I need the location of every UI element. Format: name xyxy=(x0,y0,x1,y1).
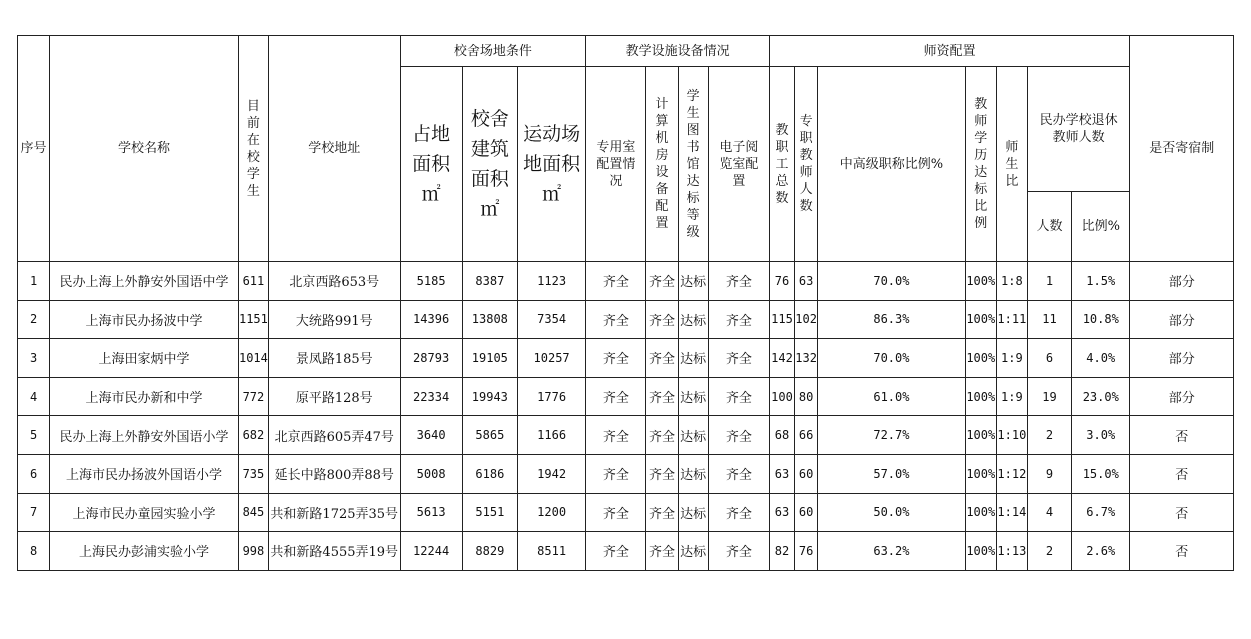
cell-seq: 1 xyxy=(18,262,50,301)
cell-building: 19105 xyxy=(462,339,517,378)
cell-reading: 齐全 xyxy=(708,532,769,571)
header-special-room: 专用室配置情况 xyxy=(586,67,646,262)
cell-seq: 3 xyxy=(18,339,50,378)
cell-edu: 100% xyxy=(965,493,996,532)
cell-land: 12244 xyxy=(400,532,462,571)
cell-ret-count: 2 xyxy=(1027,532,1071,571)
cell-staff: 82 xyxy=(769,532,794,571)
cell-ratio: 1:13 xyxy=(996,532,1027,571)
cell-library: 达标 xyxy=(678,300,708,339)
cell-land: 22334 xyxy=(400,377,462,416)
header-teacher-student-ratio: 师生比 xyxy=(996,67,1027,262)
cell-name: 上海市民办童园实验小学 xyxy=(50,493,239,532)
cell-ratio: 1:12 xyxy=(996,454,1027,493)
table-row xyxy=(18,377,1234,416)
cell-edu: 100% xyxy=(965,454,996,493)
header-retired-pct: 比例% xyxy=(1072,192,1130,262)
cell-land: 5185 xyxy=(400,262,462,301)
cell-computer: 齐全 xyxy=(646,454,678,493)
cell-sports: 8511 xyxy=(517,532,585,571)
cell-edu: 100% xyxy=(965,300,996,339)
cell-sports: 1123 xyxy=(517,262,585,301)
cell-computer: 齐全 xyxy=(646,339,678,378)
cell-teachers: 102 xyxy=(795,300,818,339)
cell-computer: 齐全 xyxy=(646,300,678,339)
cell-senior: 63.2% xyxy=(818,532,966,571)
cell-name: 上海市民办扬波中学 xyxy=(50,300,239,339)
cell-boarding: 否 xyxy=(1130,416,1234,455)
header-land-area: 占地面积㎡ xyxy=(400,67,462,262)
cell-staff: 68 xyxy=(769,416,794,455)
cell-reading: 齐全 xyxy=(708,339,769,378)
cell-computer: 齐全 xyxy=(646,262,678,301)
cell-sports: 1166 xyxy=(517,416,585,455)
header-reading-room: 电子阅览室配置 xyxy=(708,67,769,262)
cell-library: 达标 xyxy=(678,416,708,455)
cell-edu: 100% xyxy=(965,416,996,455)
cell-ret-count: 2 xyxy=(1027,416,1071,455)
cell-seq: 4 xyxy=(18,377,50,416)
cell-reading: 齐全 xyxy=(708,262,769,301)
header-students: 目前在校学生 xyxy=(238,36,268,262)
cell-special: 齐全 xyxy=(586,262,646,301)
cell-senior: 70.0% xyxy=(818,339,966,378)
cell-seq: 2 xyxy=(18,300,50,339)
cell-name: 上海市民办新和中学 xyxy=(50,377,239,416)
header-group-site: 校舍场地条件 xyxy=(400,36,586,67)
cell-ret-pct: 6.7% xyxy=(1072,493,1130,532)
cell-boarding: 部分 xyxy=(1130,377,1234,416)
table-row xyxy=(18,532,1234,571)
cell-seq: 8 xyxy=(18,532,50,571)
cell-edu: 100% xyxy=(965,532,996,571)
cell-teachers: 60 xyxy=(795,454,818,493)
header-edu-standard: 教师学历达标比例 xyxy=(965,67,996,262)
cell-land: 14396 xyxy=(400,300,462,339)
cell-senior: 50.0% xyxy=(818,493,966,532)
table-row xyxy=(18,454,1234,493)
cell-name: 民办上海上外静安外国语小学 xyxy=(50,416,239,455)
table-row xyxy=(18,416,1234,455)
cell-students: 682 xyxy=(238,416,268,455)
header-group-facility: 教学设施设备情况 xyxy=(586,36,770,67)
header-sports-area: 运动场地面积㎡ xyxy=(517,67,585,262)
cell-land: 5008 xyxy=(400,454,462,493)
cell-senior: 57.0% xyxy=(818,454,966,493)
cell-boarding: 部分 xyxy=(1130,339,1234,378)
cell-special: 齐全 xyxy=(586,416,646,455)
cell-special: 齐全 xyxy=(586,493,646,532)
header-fulltime-teachers: 专职教师人数 xyxy=(795,67,818,262)
cell-reading: 齐全 xyxy=(708,377,769,416)
cell-ret-pct: 10.8% xyxy=(1072,300,1130,339)
cell-building: 8829 xyxy=(462,532,517,571)
cell-ratio: 1:11 xyxy=(996,300,1027,339)
cell-computer: 齐全 xyxy=(646,377,678,416)
cell-sports: 1776 xyxy=(517,377,585,416)
cell-address: 延长中路800弄88号 xyxy=(268,454,400,493)
cell-staff: 76 xyxy=(769,262,794,301)
cell-building: 19943 xyxy=(462,377,517,416)
cell-ratio: 1:9 xyxy=(996,339,1027,378)
table-row xyxy=(18,339,1234,378)
cell-students: 735 xyxy=(238,454,268,493)
cell-building: 5865 xyxy=(462,416,517,455)
cell-ratio: 1:9 xyxy=(996,377,1027,416)
cell-edu: 100% xyxy=(965,262,996,301)
table-row xyxy=(18,262,1234,301)
cell-students: 1014 xyxy=(238,339,268,378)
header-computer-room: 计算机房设备配置 xyxy=(646,67,678,262)
cell-ret-count: 6 xyxy=(1027,339,1071,378)
cell-ret-count: 11 xyxy=(1027,300,1071,339)
header-school-name: 学校名称 xyxy=(50,36,239,262)
cell-ret-count: 4 xyxy=(1027,493,1071,532)
header-seq: 序号 xyxy=(18,36,50,262)
cell-building: 5151 xyxy=(462,493,517,532)
cell-special: 齐全 xyxy=(586,532,646,571)
cell-teachers: 66 xyxy=(795,416,818,455)
cell-sports: 10257 xyxy=(517,339,585,378)
table-row xyxy=(18,300,1234,339)
cell-name: 民办上海上外静安外国语中学 xyxy=(50,262,239,301)
cell-building: 8387 xyxy=(462,262,517,301)
cell-senior: 61.0% xyxy=(818,377,966,416)
cell-seq: 5 xyxy=(18,416,50,455)
cell-ratio: 1:10 xyxy=(996,416,1027,455)
cell-address: 大统路991号 xyxy=(268,300,400,339)
cell-name: 上海田家炳中学 xyxy=(50,339,239,378)
cell-ret-count: 1 xyxy=(1027,262,1071,301)
cell-teachers: 60 xyxy=(795,493,818,532)
cell-senior: 86.3% xyxy=(818,300,966,339)
cell-staff: 100 xyxy=(769,377,794,416)
cell-ret-pct: 2.6% xyxy=(1072,532,1130,571)
cell-library: 达标 xyxy=(678,532,708,571)
school-info-table xyxy=(17,35,1234,571)
cell-ret-count: 9 xyxy=(1027,454,1071,493)
cell-staff: 63 xyxy=(769,454,794,493)
cell-students: 998 xyxy=(238,532,268,571)
cell-special: 齐全 xyxy=(586,339,646,378)
header-group-teacher: 师资配置 xyxy=(769,36,1129,67)
cell-library: 达标 xyxy=(678,339,708,378)
header-boarding: 是否寄宿制 xyxy=(1130,36,1234,262)
cell-name: 上海民办彭浦实验小学 xyxy=(50,532,239,571)
cell-address: 景凤路185号 xyxy=(268,339,400,378)
table-row xyxy=(18,493,1234,532)
cell-teachers: 76 xyxy=(795,532,818,571)
cell-teachers: 63 xyxy=(795,262,818,301)
cell-reading: 齐全 xyxy=(708,416,769,455)
header-address: 学校地址 xyxy=(268,36,400,262)
header-retired-count: 人数 xyxy=(1027,192,1071,262)
cell-address: 北京西路605弄47号 xyxy=(268,416,400,455)
cell-edu: 100% xyxy=(965,339,996,378)
cell-ret-pct: 15.0% xyxy=(1072,454,1130,493)
cell-sports: 1200 xyxy=(517,493,585,532)
cell-staff: 63 xyxy=(769,493,794,532)
cell-computer: 齐全 xyxy=(646,493,678,532)
cell-address: 原平路128号 xyxy=(268,377,400,416)
cell-boarding: 否 xyxy=(1130,454,1234,493)
cell-computer: 齐全 xyxy=(646,416,678,455)
cell-boarding: 否 xyxy=(1130,532,1234,571)
cell-address: 北京西路653号 xyxy=(268,262,400,301)
header-staff-total: 教职工总数 xyxy=(769,67,794,262)
table-body xyxy=(18,262,1234,571)
cell-ret-pct: 3.0% xyxy=(1072,416,1130,455)
cell-students: 611 xyxy=(238,262,268,301)
cell-ret-pct: 4.0% xyxy=(1072,339,1130,378)
cell-address: 共和新路1725弄35号 xyxy=(268,493,400,532)
cell-land: 28793 xyxy=(400,339,462,378)
cell-ratio: 1:14 xyxy=(996,493,1027,532)
cell-boarding: 部分 xyxy=(1130,262,1234,301)
cell-ratio: 1:8 xyxy=(996,262,1027,301)
cell-reading: 齐全 xyxy=(708,454,769,493)
cell-land: 5613 xyxy=(400,493,462,532)
cell-seq: 7 xyxy=(18,493,50,532)
cell-address: 共和新路4555弄19号 xyxy=(268,532,400,571)
cell-students: 1151 xyxy=(238,300,268,339)
header-senior-title: 中高级职称比例% xyxy=(818,67,966,262)
cell-boarding: 否 xyxy=(1130,493,1234,532)
cell-name: 上海市民办扬波外国语小学 xyxy=(50,454,239,493)
header-building-area: 校舍建筑面积㎡ xyxy=(462,67,517,262)
cell-reading: 齐全 xyxy=(708,300,769,339)
cell-special: 齐全 xyxy=(586,454,646,493)
cell-library: 达标 xyxy=(678,454,708,493)
cell-sports: 1942 xyxy=(517,454,585,493)
cell-teachers: 80 xyxy=(795,377,818,416)
cell-senior: 72.7% xyxy=(818,416,966,455)
cell-library: 达标 xyxy=(678,493,708,532)
cell-special: 齐全 xyxy=(586,300,646,339)
cell-senior: 70.0% xyxy=(818,262,966,301)
cell-staff: 142 xyxy=(769,339,794,378)
cell-teachers: 132 xyxy=(795,339,818,378)
cell-boarding: 部分 xyxy=(1130,300,1234,339)
cell-ret-count: 19 xyxy=(1027,377,1071,416)
cell-students: 845 xyxy=(238,493,268,532)
cell-reading: 齐全 xyxy=(708,493,769,532)
cell-building: 13808 xyxy=(462,300,517,339)
cell-library: 达标 xyxy=(678,377,708,416)
cell-building: 6186 xyxy=(462,454,517,493)
cell-computer: 齐全 xyxy=(646,532,678,571)
cell-ret-pct: 1.5% xyxy=(1072,262,1130,301)
cell-ret-pct: 23.0% xyxy=(1072,377,1130,416)
header-library: 学生图书馆达标等级 xyxy=(678,67,708,262)
cell-students: 772 xyxy=(238,377,268,416)
cell-staff: 115 xyxy=(769,300,794,339)
header-retired-group: 民办学校退休教师人数 xyxy=(1027,67,1129,192)
cell-land: 3640 xyxy=(400,416,462,455)
cell-seq: 6 xyxy=(18,454,50,493)
cell-library: 达标 xyxy=(678,262,708,301)
cell-sports: 7354 xyxy=(517,300,585,339)
cell-edu: 100% xyxy=(965,377,996,416)
cell-special: 齐全 xyxy=(586,377,646,416)
